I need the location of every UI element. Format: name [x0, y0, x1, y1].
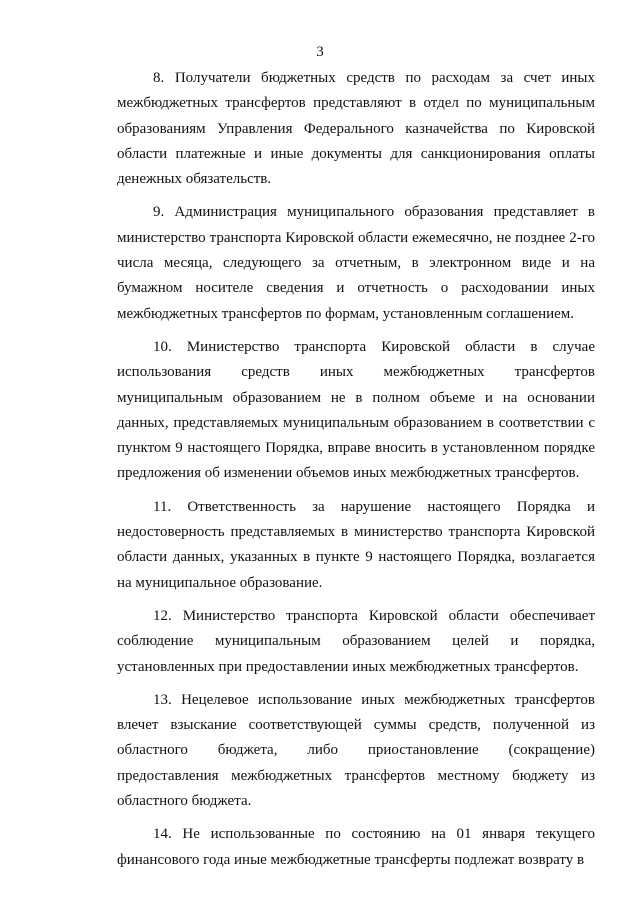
paragraph-12: 12. Министерство транспорта Кировской области обеспечивает соблюдение муниципальным образованием целей и порядка, установленных при предоставлении иных межбюджетных трансфертов. [117, 607, 595, 675]
paragraph-8: 8. Получатели бюджетных средств по расходам за счет иных межбюджетных трансфертов представляют в отдел по муниципальным образованиям Управления Федерального казначейства по Кировской области платежные и иные документы для санкционирования оплаты денежных обязательств. [117, 70, 595, 188]
paragraph-9: 9. Администрация муниципального образования представляет в министерство транспорта Кировской области ежемесячно, не позднее 2-го числа месяца, следующего за отчетным, в электронном виде и на бумажном носителе сведения и отчетность о расходовании иных межбюджетных трансфертов по формам, установленным соглашением. [117, 204, 595, 322]
paragraph-14: 14. Не использованные по состоянию на 01 января текущего финансового года иные межбюджетные трансферты подлежат возврату в [117, 826, 595, 868]
paragraph-11: 11. Ответственность за нарушение настоящего Порядка и недостоверность представляемых в министерство транспорта Кировской области данных, указанных в пункте 9 настоящего Порядка, возлагается на муниципальное образование. [117, 498, 595, 591]
page-number: 3 [316, 44, 324, 60]
paragraph-13: 13. Нецелевое использование иных межбюджетных трансфертов влечет взыскание соответствующей суммы средств, полученной из областного бюджета, либо приостановление (сокращение) предоставления межбюджетных трансфертов местному бюджету из областного бюджета. [117, 691, 595, 810]
paragraph-10: 10. Министерство транспорта Кировской области в случае использования средств иных межбюджетных трансфертов муниципальным образованием не в полном объеме и на основании данных, представляемых муниципальным образованием в соответствии с пунктом 9 настоящего Порядка, вправе вносить в установленном порядке предложения об изменении объемов иных межбюджетных трансфертов. [117, 338, 595, 482]
document-body [117, 66, 595, 881]
